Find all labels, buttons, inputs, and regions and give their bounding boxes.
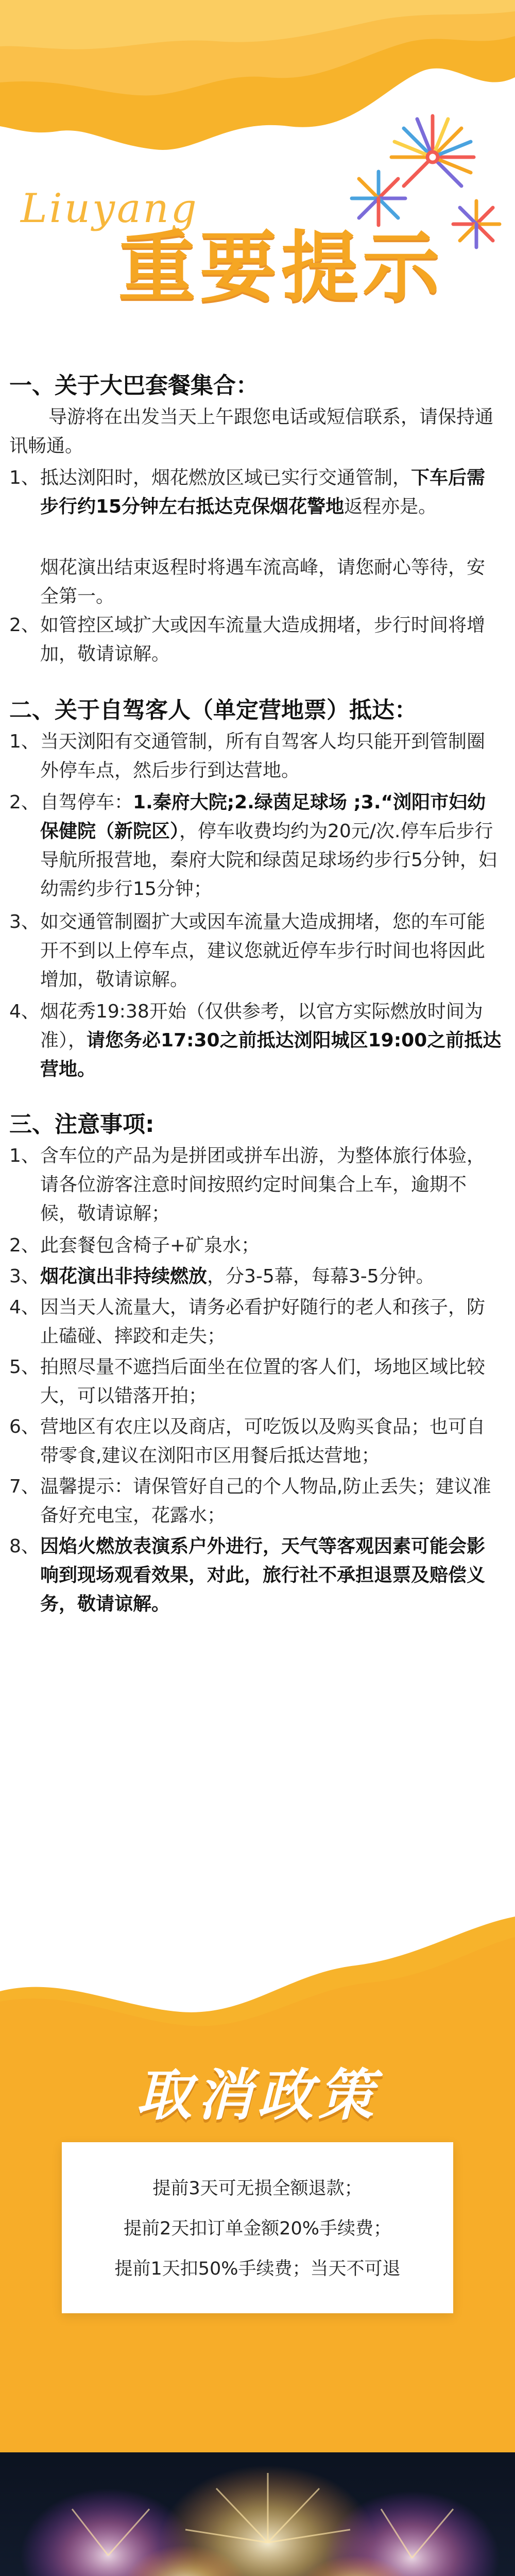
cancel-line-1: 提前3天可无损全额退款；: [152, 2178, 363, 2199]
section-1-intro: 导游将在出发当天上午跟您电话或短信联系，请保持通讯畅通。: [9, 406, 494, 456]
fireworks-photo: [0, 2452, 515, 2576]
brand-wordmark: Liuyang: [21, 185, 199, 232]
page-title: 重要提示: [118, 223, 444, 313]
cancel-policy-title: 取消政策: [135, 2063, 379, 2128]
cancel-line-3: 提前1天扣50%手续费；当天不可退: [114, 2259, 401, 2279]
section-3-title: 三、注意事项:: [9, 1111, 154, 1138]
header: [0, 0, 515, 350]
fireworks-banner: [0, 2452, 515, 2576]
cancel-policy-box: [62, 2142, 453, 2313]
section-2-title: 二、关于自驾客人（单定营地票）抵达：: [9, 697, 417, 723]
section-1-title: 一、关于大巴套餐集合：: [9, 372, 259, 399]
cancel-line-2: 提前2天扣订单金额20%手续费；: [123, 2218, 392, 2239]
